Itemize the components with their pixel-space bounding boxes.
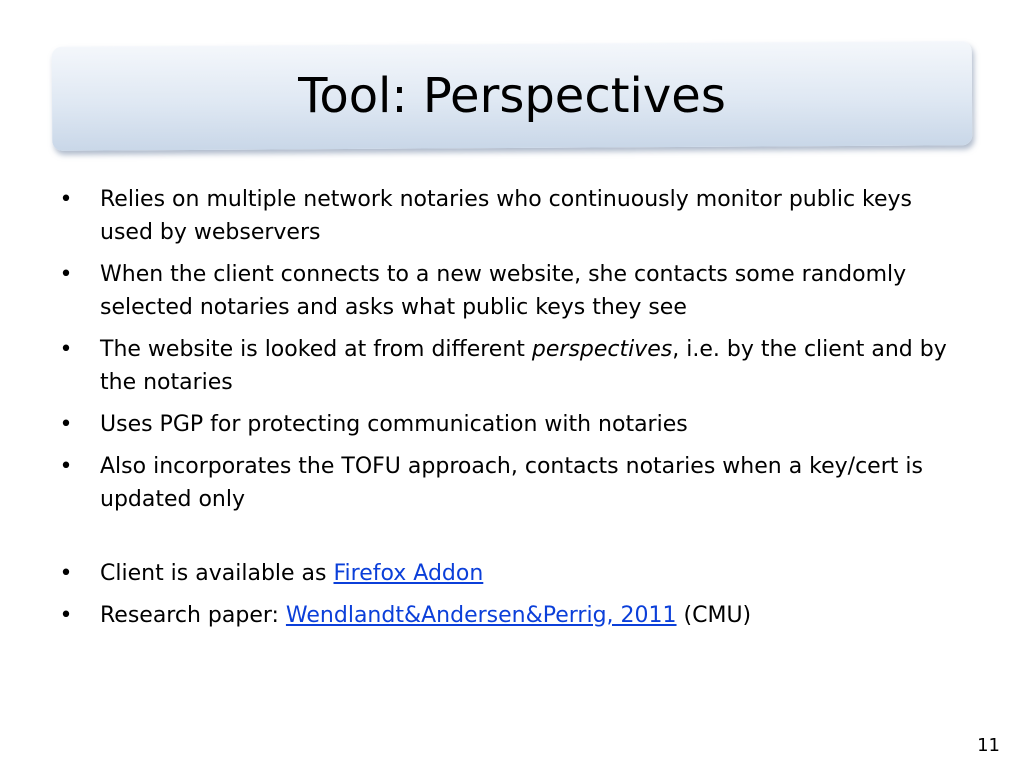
bullet-list: [56, 183, 956, 641]
bullet-text-pre: Client is available as: [100, 561, 334, 586]
bullet-marker: •: [59, 262, 73, 287]
bullet-marker: •: [59, 412, 73, 437]
bullet-text-pre: The website is looked at from different: [100, 337, 532, 362]
bullet-text: Relies on multiple network notaries who continuously monitor public keys used by webservers: [100, 187, 913, 245]
bullet-item: [56, 333, 956, 399]
bullet-text: When the client connects to a new website, she contacts some randomly selected notaries and asks what public keys they see: [100, 262, 907, 320]
slide-title: Tool: Perspectives: [298, 68, 726, 124]
bullet-text-pre: Research paper:: [100, 603, 286, 628]
research-paper-link[interactable]: Wendlandt&Andersen&Perrig, 2011: [285, 603, 677, 628]
bullet-item: [56, 183, 956, 249]
spacer: [56, 525, 956, 557]
bullet-item: [56, 408, 956, 441]
bullet-item: [56, 450, 956, 516]
bullet-marker: •: [59, 187, 73, 212]
bullet-text: Also incorporates the TOFU approach, contacts notaries when a key/cert is updated only: [100, 454, 923, 512]
page-number: 11: [977, 735, 1000, 756]
bullet-marker: •: [59, 603, 73, 628]
bullet-text-post: , i.e. by the client and by the notaries: [100, 337, 947, 395]
bullet-text-italic: perspectives: [531, 337, 673, 362]
bullet-item: [56, 557, 956, 590]
firefox-addon-link[interactable]: Firefox Addon: [333, 561, 484, 586]
bullet-item: [56, 599, 956, 632]
bullet-marker: •: [59, 454, 73, 479]
bullet-marker: •: [59, 561, 73, 586]
bullet-text-post: (CMU): [676, 603, 752, 628]
bullet-item: [56, 258, 956, 324]
bullet-marker: •: [59, 337, 73, 362]
bullet-text: Uses PGP for protecting communication with notaries: [100, 412, 688, 437]
